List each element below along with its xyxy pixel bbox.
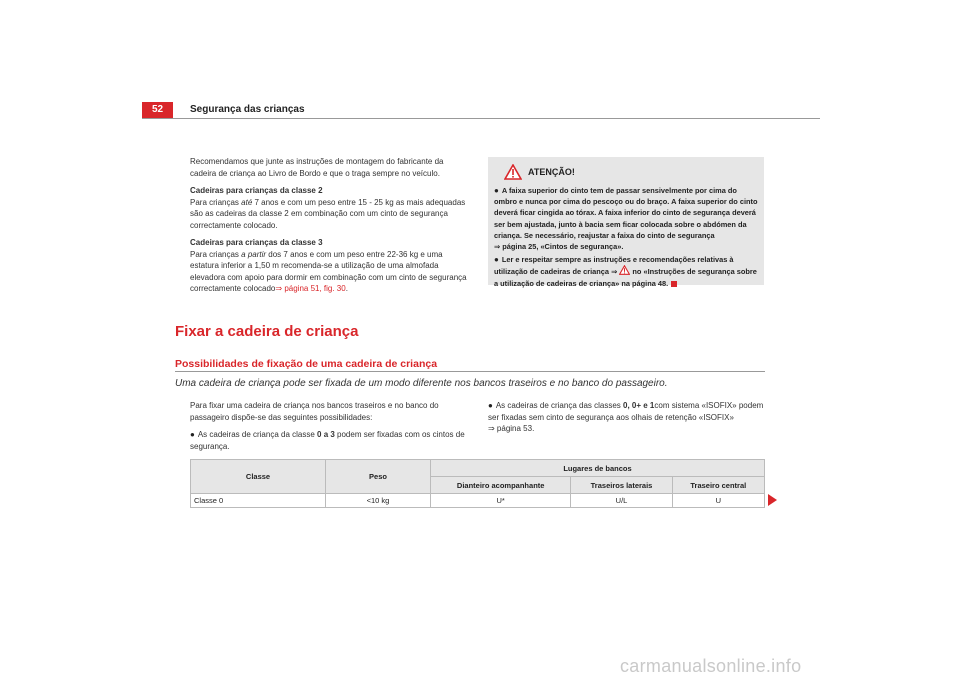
- body-bullet-1-pre: As cadeiras de criança da classe: [197, 430, 318, 439]
- class3-post: dos 7 anos e com um peso entre 22-36 kg e uma estatura inferior a 1,50 m recomenda-se a utilização de uma almofada elevadora com apoio para dormir em combinação com um cinto de segurança correctamente colocado: [190, 249, 467, 293]
- bullet-icon: ●: [494, 186, 499, 195]
- body-bullet-2-ref[interactable]: ⇒ página 53.: [488, 424, 535, 433]
- running-title: Segurança das crianças: [190, 104, 305, 115]
- col-laterais: Traseiros laterais: [571, 477, 672, 494]
- body-left-column: [190, 400, 470, 458]
- table-row: [191, 494, 765, 508]
- body-bullet-1-post: podem ser fixadas com os cintos de segurança.: [190, 430, 465, 451]
- class2-paragraph: [190, 197, 470, 232]
- warning-bullet-2-post: no «Instruções de segurança sobre a utilização de cadeiras de criança» na página 48.: [494, 267, 757, 288]
- body-bullet-2-pre: As cadeiras de criança das classes: [495, 401, 624, 410]
- col-peso: Peso: [326, 460, 431, 494]
- class3-pre: Para crianças: [190, 249, 242, 259]
- watermark: carmanualsonline.info: [620, 656, 802, 676]
- body-intro: Para fixar uma cadeira de criança nos bancos traseiros e no banco do passageiro dispõe-se das seguintes possibilidades:: [190, 401, 439, 422]
- bullet-icon: ●: [190, 430, 195, 439]
- class2-heading: Cadeiras para crianças da classe 2: [190, 186, 323, 195]
- warning-title-row: [504, 163, 758, 181]
- col-lugares: Lugares de bancos: [431, 460, 765, 477]
- warning-bullet-1-text: A faixa superior do cinto tem de passar sensivelmente por cima do ombro e nunca por cima do pescoço ou do braço. A faixa superior do cinto deverá ficar cingida ao tórax. A faixa inferior do cinto de segurança deverá ser bem ajustada, junto à bacia sem ficar colocada sobre o abdómen da criança. Se necessário, reajustar a faixa do cinto de segurança: [494, 186, 758, 240]
- body-bullet-1-bold: 0 a 3: [317, 430, 335, 439]
- class2-post: 7 anos e com um peso entre 15 - 25 kg as mais adequadas são as cadeiras da classe 2 em combinação com um cinto de segurança correctamente colocado.: [190, 197, 466, 230]
- warning-text: [494, 185, 758, 289]
- class3-page-link[interactable]: ⇒ página 51, fig. 30: [275, 284, 346, 293]
- page-number: 52: [142, 102, 173, 118]
- col-classe: Classe: [191, 460, 326, 494]
- cell-laterais: U/L: [571, 494, 672, 508]
- class3-paragraph: [190, 249, 470, 295]
- section-title: Fixar a cadeira de criança: [175, 323, 359, 340]
- cell-peso: <10 kg: [326, 494, 431, 508]
- seat-table: [190, 459, 765, 508]
- intro-paragraph: Recomendamos que junte as instruções de montagem do fabricante da cadeira de criança ao Livro de Bordo e que o traga sempre no veículo.: [190, 157, 444, 178]
- body-bullet-2-post: com sistema «ISOFIX» podem ser fixadas sem cinto de segurança aos olhais de retenção «ISOFIX»: [488, 401, 764, 422]
- warning-bullet-1-ref[interactable]: ⇒ página 25, «Cintos de segurança».: [494, 242, 624, 252]
- warning-triangle-icon: [504, 164, 522, 180]
- col-central: Traseiro central: [672, 477, 764, 494]
- warning-triangle-icon: [619, 265, 630, 275]
- body-bullet-1: [190, 429, 470, 452]
- warning-title: ATENÇÃO!: [528, 167, 575, 177]
- section-lead: Uma cadeira de criança pode ser fixada de um modo diferente nos bancos traseiros e no banco do passageiro.: [175, 378, 668, 389]
- body-bullet-2: [488, 400, 768, 435]
- next-page-arrow-icon[interactable]: [768, 494, 777, 506]
- class3-end: .: [345, 284, 348, 293]
- subtitle-rule: [175, 371, 765, 372]
- warning-bullet-2-pre: Ler e respeitar sempre as instruções e recomendações relativas à utilização de cadeiras de criança ⇒: [494, 255, 734, 277]
- cell-dianteiro: U*: [431, 494, 571, 508]
- warning-box: [488, 157, 764, 288]
- left-column-text: [190, 156, 470, 301]
- table-header-row-1: [191, 460, 765, 477]
- body-bullet-2-bold: 0, 0+ e 1: [623, 401, 655, 410]
- class3-em: a partir: [241, 249, 267, 259]
- cell-classe: Classe 0: [191, 494, 326, 508]
- class2-pre: Para crianças: [190, 197, 242, 207]
- cell-central: U: [672, 494, 764, 508]
- warning-bullet-1: [494, 185, 758, 252]
- section-subtitle: Possibilidades de fixação de uma cadeira de criança: [175, 358, 438, 370]
- warning-bullet-2: [494, 254, 758, 289]
- bullet-icon: ●: [488, 401, 493, 410]
- body-right-column: [488, 400, 768, 441]
- class3-heading: Cadeiras para crianças da classe 3: [190, 238, 323, 247]
- header-rule: [142, 118, 820, 119]
- col-dianteiro: Dianteiro acompanhante: [431, 477, 571, 494]
- class2-em: até: [241, 197, 253, 207]
- bullet-icon: ●: [494, 255, 499, 265]
- end-marker-icon: [671, 281, 677, 287]
